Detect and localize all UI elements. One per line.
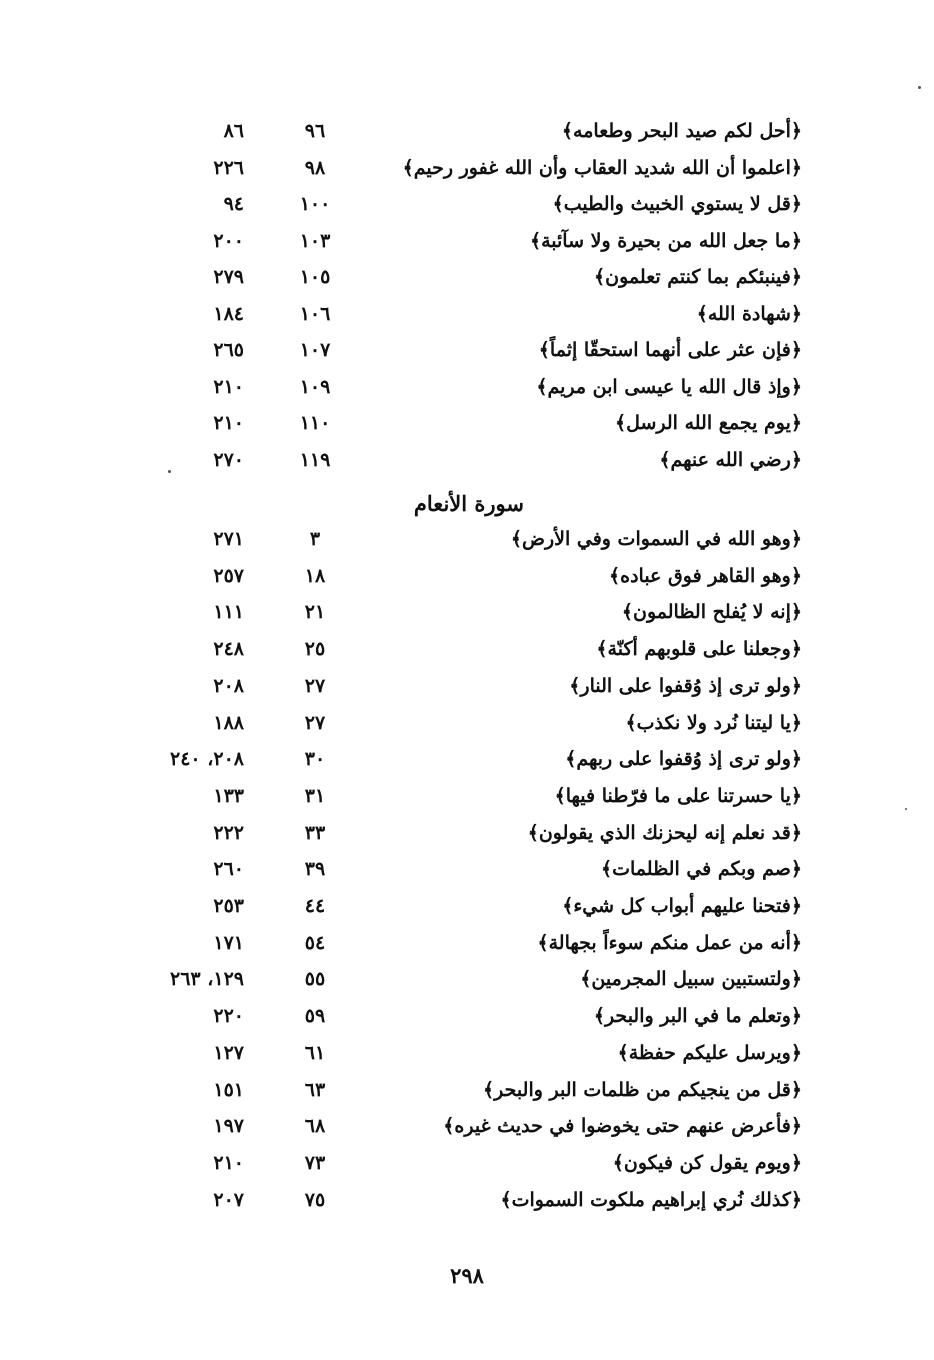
verse-text: ﴿اعلموا أن الله شديد العقاب وأن الله غفور رحيم﴾ [402,156,802,179]
ayah-number: ٧٣ [304,1151,326,1174]
verse-text: ﴿يوم يجمع الله الرسل﴾ [614,412,802,434]
ayah-number: ٩٨ [304,156,326,179]
page-reference: ٢٧٠ [213,448,244,471]
index-entry [0,631,934,667]
verse-text: ﴿ما جعل الله من بحيرة ولا سآئبة﴾ [529,229,802,252]
verse-text: ﴿أحل لكم صيد البحر وطعامه﴾ [561,120,802,142]
ayah-number: ٦٨ [304,1115,326,1138]
ayah-number: ١٨ [304,564,326,587]
ayah-number: ٢١ [304,601,326,624]
scan-speck [905,808,907,810]
index-entry [0,558,934,594]
verse-text: ﴿كذلك نُري إبراهيم ملكوت السموات﴾ [500,1188,802,1211]
page-reference: ٢٥٧ [213,564,244,587]
page-reference: ١٢٩، ٢٦٣ [170,968,244,991]
index-entry [0,594,934,630]
index-entry [0,405,934,441]
ayah-number: ٩٦ [304,120,326,142]
page-reference: ٢٢٢ [213,821,244,844]
verse-text: ﴿وهو القاهر فوق عباده﴾ [608,564,802,587]
page-reference: ١٨٨ [213,711,244,734]
verse-text: ﴿ويرسل عليكم حفظة﴾ [617,1041,802,1064]
ayah-number: ٣٣ [304,821,326,844]
page-reference: ٢١٠ [213,375,244,398]
page-reference: ٢١٠ [213,1151,244,1174]
verse-text: ﴿قل من ينجيكم من ظلمات البر والبحر﴾ [483,1078,802,1101]
page-reference: ٢٤٨ [213,638,244,661]
index-entry [0,1072,934,1108]
index-entry [0,778,934,814]
page-reference: ٢٢٠ [213,1005,244,1028]
verse-text: ﴿قل لا يستوي الخبيث والطيب﴾ [552,193,802,215]
index-entry [0,332,934,368]
page-reference: ٢٢٦ [213,156,244,179]
index-entry [0,521,934,557]
index-entry [0,259,934,295]
verse-text: ﴿رضي الله عنهم﴾ [659,448,802,471]
index-entry [0,851,934,887]
page-reference: ٢٠٠ [213,229,244,252]
ayah-number: ١٠٣ [299,229,331,252]
verse-text: ﴿يا ليتنا نُرد ولا نكذب﴾ [625,711,802,734]
ayah-number: ١٠٦ [299,302,331,325]
page-reference: ٢٧١ [213,528,244,550]
verse-text: ﴿فأعرض عنهم حتى يخوضوا في حديث غيره﴾ [443,1115,802,1138]
page-reference: ٢٠٧ [213,1188,244,1211]
verse-text: ﴿صم وبكم في الظلمات﴾ [600,858,802,881]
ayah-number: ٢٧ [304,711,326,734]
ayah-number: ١٠٥ [299,266,331,288]
ayah-number: ٣٠ [304,748,326,771]
page-reference: ١٥١ [213,1078,244,1101]
page-reference: ١٣٣ [213,784,244,807]
verse-text: ﴿ولو ترى إذ وُقفوا على ربهم﴾ [565,748,802,771]
ayah-number: ٣ [309,528,321,550]
scan-speck [918,86,921,89]
ayah-number: ٣١ [304,784,326,807]
ayah-number: ٦١ [304,1041,326,1064]
verse-text: ﴿وتعلم ما في البر والبحر﴾ [593,1005,802,1028]
ayah-number: ١١٠ [299,412,331,434]
ayah-number: ٤٤ [304,895,326,917]
ayah-number: ٧٥ [304,1188,326,1211]
ayah-number: ٣٩ [304,858,326,881]
index-entry [0,186,934,222]
ayah-number: ١٠٩ [299,375,331,398]
ayah-number: ١٠٧ [299,339,331,361]
ayah-number: ١١٩ [299,448,331,471]
index-entry [0,1145,934,1181]
verse-text: ﴿يا حسرتنا على ما فرّطنا فيها﴾ [554,784,802,807]
index-entry [0,1035,934,1071]
verse-text: ﴿ويوم يقول كن فيكون﴾ [612,1151,802,1174]
index-entry [0,150,934,186]
index-entry [0,888,934,924]
ayah-number: ٢٥ [304,638,326,661]
index-entry [0,741,934,777]
verse-text: ﴿فتحنا عليهم أبواب كل شيء﴾ [562,895,802,917]
page-reference: ٩٤ [223,193,244,215]
index-entry [0,1182,934,1218]
verse-text: ﴿أنه من عمل منكم سوءاً بجهالة﴾ [537,931,802,954]
page-reference: ٢٦٥ [213,339,244,361]
index-entry [0,705,934,741]
index-entry [0,369,934,405]
verse-text: ﴿إنه لا يُفلح الظالمون﴾ [621,601,802,624]
page-reference: ٢٥٣ [213,895,244,917]
index-entry [0,442,934,478]
verse-text: ﴿وجعلنا على قلوبهم أكنّة﴾ [596,638,802,661]
page-reference: ٨٦ [223,120,244,142]
verse-text: ﴿فإن عثر على أنهما استحقّا إثماً﴾ [538,339,802,361]
index-entry [0,1108,934,1144]
page-reference: ١٨٤ [213,302,244,325]
index-entry [0,925,934,961]
index-entry [0,815,934,851]
page-reference: ١٩٧ [213,1115,244,1138]
verse-text: ﴿وهو الله في السموات وفي الأرض﴾ [510,528,802,550]
verse-text: ﴿ولو ترى إذ وُقفوا على النار﴾ [569,674,802,697]
ayah-number: ٥٤ [304,931,326,954]
index-entry [0,113,934,149]
verse-text: ﴿قد نعلم إنه ليحزنك الذي يقولون﴾ [527,821,802,844]
ayah-number: ٢٧ [304,674,326,697]
page-reference: ٢٦٠ [213,858,244,881]
index-entry [0,998,934,1034]
verse-text: ﴿شهادة الله﴾ [696,302,802,325]
ayah-number: ٥٥ [304,968,326,991]
page-reference: ١٧١ [213,931,244,954]
scan-speck [168,470,171,473]
surah-heading: سورة الأنعام [413,491,524,516]
ayah-number: ٦٣ [304,1078,326,1101]
verse-text: ﴿فينبئكم بما كنتم تعلمون﴾ [594,266,802,288]
page-reference: ١٢٧ [213,1041,244,1064]
ayah-number: ١٠٠ [299,193,331,215]
ayah-number: ٥٩ [304,1005,326,1028]
verse-text: ﴿ولتستبين سبيل المجرمين﴾ [580,968,802,991]
index-entry [0,296,934,332]
index-entry [0,961,934,997]
page-reference: ١١١ [213,601,244,624]
page-reference: ٢٠٨ [213,674,244,697]
index-entry [0,668,934,704]
page-reference: ٢٧٩ [213,266,244,288]
verse-text: ﴿وإذ قال الله يا عيسى ابن مريم﴾ [536,375,802,398]
index-entry [0,223,934,259]
page-reference: ٢٠٨، ٢٤٠ [170,748,244,771]
page-number: ٢٩٨ [450,1263,484,1288]
page-reference: ٢١٠ [213,412,244,434]
